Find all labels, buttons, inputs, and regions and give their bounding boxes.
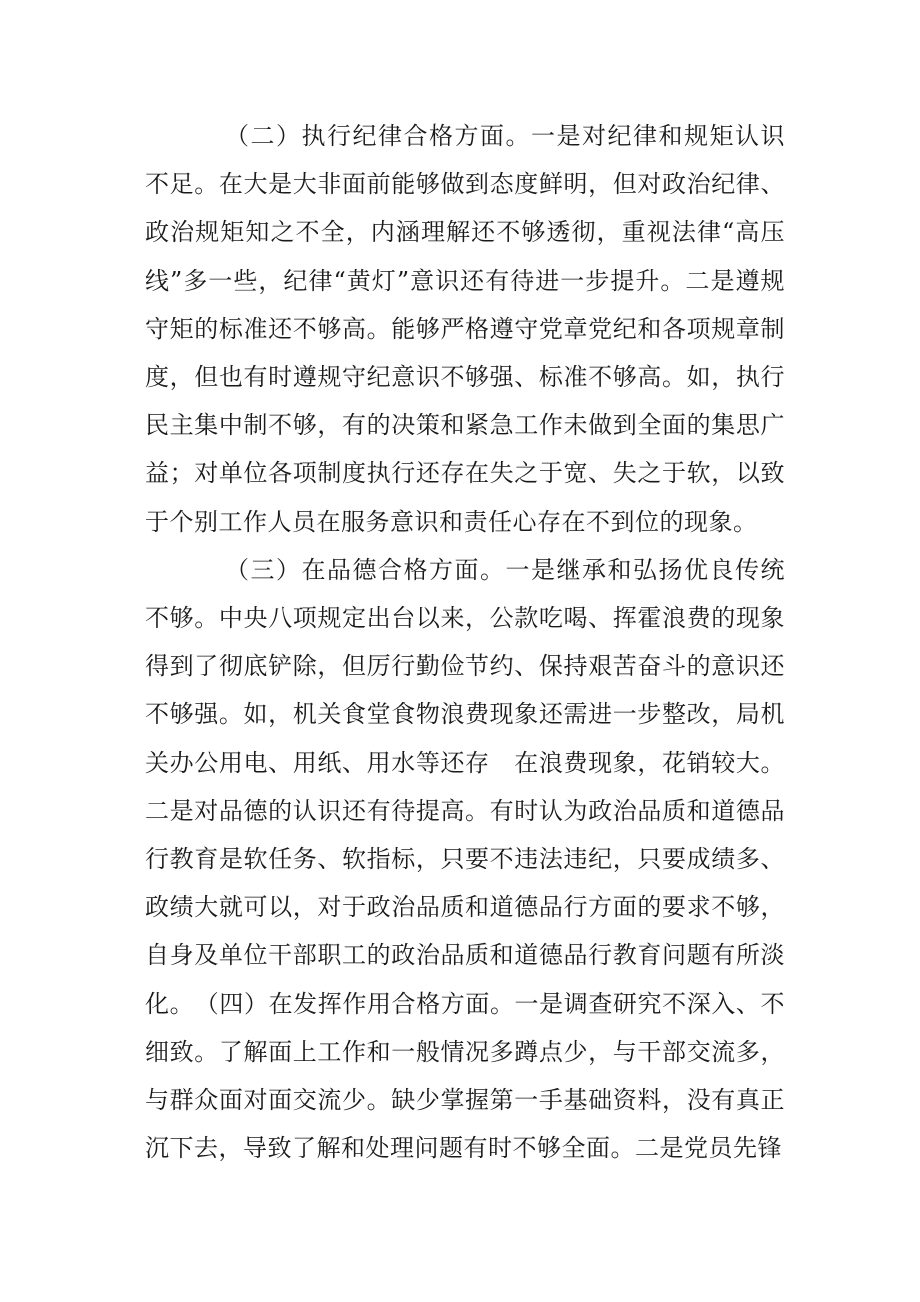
paragraph-morality: （三）在品德合格方面。一是继承和弘扬优良传统不够。中央八项规定出台以来，公款吃喝、挥霍浪费的现象得到了彻底铲除，但厉行勤俭节约、保持艰苦奋斗的意识还不够强。如，机关食堂食物浪费现象还需进一步整改，局机关办公用电、用纸、用水等还存 在浪费现象，花销较大。二是对品德的认识还有待提高。有时认为政治品质和道德品行教育是软任务、软指标，只要不违法违纪，只要成绩多、政绩大就可以，对于政治品质和道德品行方面的要求不够，自身及单位干部职工的政治品质和道德品行教育问题有所淡化。 （四）在发挥作用合格方面。一是调查研究不深入、不细致。了解面上工作和一般情况多蹲点少，与干部交流多，与群众面对面交流少。缺少掌握第一手基础资料，没有真正沉下去，导致了解和处理问题有时不够全面。二是党员先锋 (145, 555, 785, 1163)
document-body (145, 112, 785, 1172)
paragraph-discipline: （二）执行纪律合格方面。一是对纪律和规矩认识不足。在大是大非面前能够做到态度鲜明，但对政治纪律、政治规矩知之不全，内涵理解还不够透彻，重视法律“高压线”多一些，纪律“黄灯”意识还有待进一步提升。二是遵规守矩的标准还不够高。能够严格遵守党章党纪和各项规章制度，但也有时遵规守纪意识不够强、标准不够高。如，执行民主集中制不够，有的决策和紧急工作未做到全面的集思广益；对单位各项制度执行还存在失之于宽、失之于软，以致于个别工作人员在服务意识和责任心存在不到位的现象。 (145, 122, 785, 536)
